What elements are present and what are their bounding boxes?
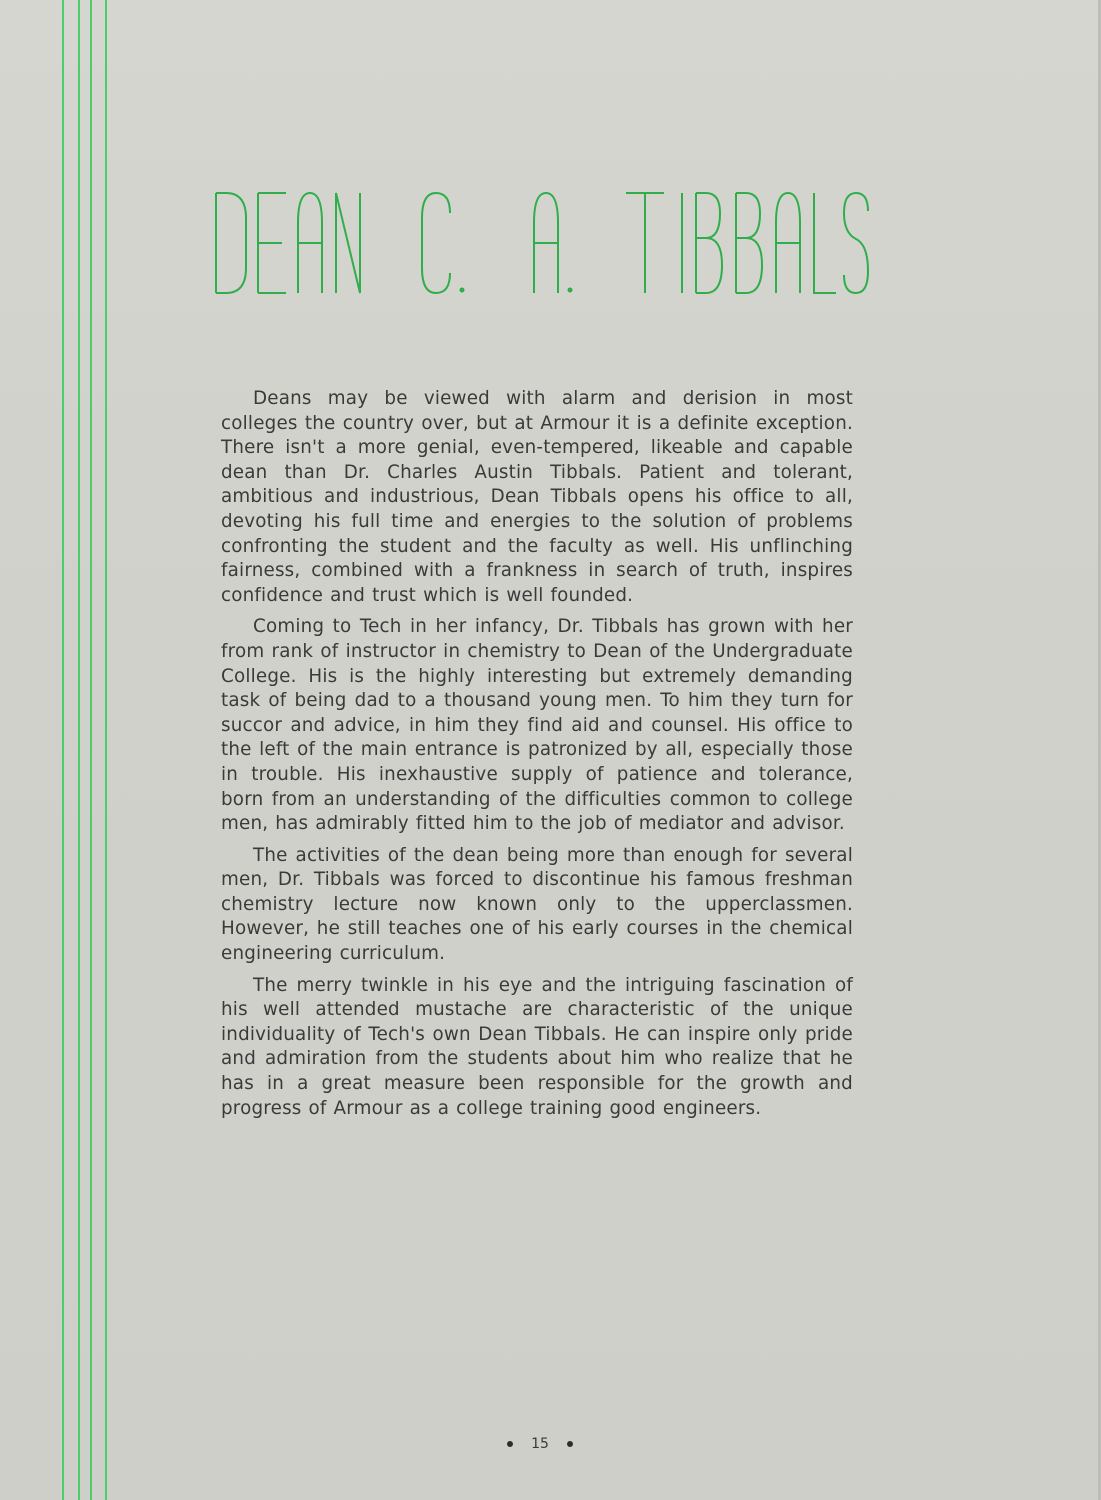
page-number: 15 bbox=[531, 1436, 549, 1452]
article-body bbox=[221, 387, 853, 1128]
paragraph: Coming to Tech in her infancy, Dr. Tibbals has grown with her from rank of instructor in chemistry to Dean of the Undergraduate College. His is the highly interesting but extremely demanding task of being dad to a thousand young men. To him they turn for succor and advice, in him they find aid and counsel. His office to the left of the main entrance is patronized by all, especially those in trouble. His inexhaustive supply of patience and tolerance, born from an understanding of the difficulties common to college men, has admirably fitted him to the job of mediator and advisor. bbox=[221, 616, 853, 835]
paragraph: The activities of the dean being more than enough for several men, Dr. Tibbals was forced to discontinue his famous freshman chemistry lecture now known only to the upperclassmen. However, he still teaches one of his early courses in the chemical engineering curriculum. bbox=[221, 844, 853, 965]
stripe bbox=[78, 0, 80, 1500]
page-title bbox=[206, 183, 878, 303]
bullet-icon bbox=[567, 1441, 573, 1447]
stripe bbox=[90, 0, 92, 1500]
stripe bbox=[62, 0, 64, 1500]
stripe bbox=[105, 0, 107, 1500]
paragraph: The merry twinkle in his eye and the intriguing fascination of his well attended mustache are characteristic of the unique individuality of Tech's own Dean Tibbals. He can inspire only pride and admiration from the students about him who realize that he has in a great measure been responsible for the growth and progress of Armour as a college training good engineers. bbox=[221, 974, 853, 1119]
paragraph: Deans may be viewed with alarm and derision in most colleges the country over, but at Armour it is a definite exception. There isn't a more genial, even-tempered, likeable and capable dean than Dr. Charles Austin Tibbals. Patient and tolerant, ambitious and industrious, Dean Tibbals opens his office to all, devoting his full time and energies to the solution of problems confronting the student and the faculty as well. His unflinching fairness, combined with a frankness in search of truth, inspires confidence and trust which is well founded. bbox=[221, 388, 853, 606]
decorative-stripes bbox=[60, 0, 112, 1500]
bullet-icon bbox=[507, 1441, 513, 1447]
title-lettering bbox=[206, 183, 878, 303]
page-footer bbox=[495, 1432, 585, 1456]
